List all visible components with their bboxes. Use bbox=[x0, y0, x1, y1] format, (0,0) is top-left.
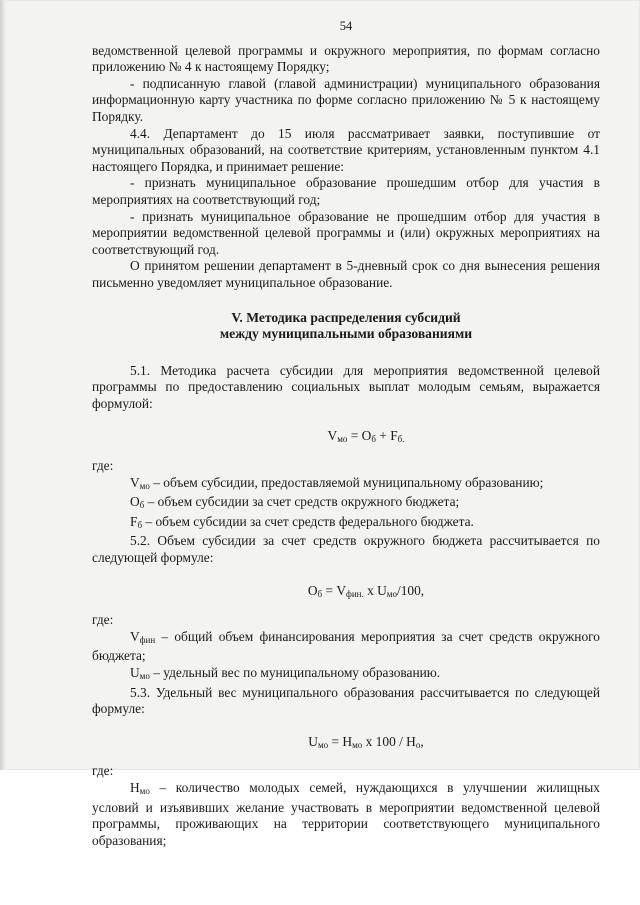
paragraph-passed-selection: - признать муниципальное образование прошедшим отбор для участия в мероприятиях на соответствующий год; bbox=[92, 175, 600, 207]
formula-okrug-budget: $O_б = V_{фин.}$ x $U_{мо}/100$, bbox=[307, 582, 425, 599]
formula-subsidy-total: $V_{мо} = O_б + F_{б.}$ bbox=[327, 428, 405, 445]
definition-h-mo: $H_{мо}$ – количество молодых семей, нуждающихся в улучшении жилищных условий и изъявивших желание участвовать в мероприятии ведомственной целевой программы, проживающих на территории соответствующего муниципального образования; bbox=[92, 779, 600, 848]
paragraph-signed-card: - подписанную главой (главой администрации) муниципального образования информационную карту участника по форме согласно приложению № 5 к настоящему Порядку. bbox=[92, 75, 600, 124]
paragraph-notification: О принятом решении департамент в 5-дневный срок со дня вынесения решения письменно уведомляет муниципальное образование. bbox=[92, 258, 600, 290]
paragraph-5-1: 5.1. Методика расчета субсидии для мероприятия ведомственной целевой программы по предоставлению социальных выплат молодым семьям, выражается формулой: bbox=[92, 362, 600, 411]
where-label-3: где: bbox=[92, 763, 114, 779]
paragraph-5-3: 5.3. Удельный вес муниципального образования рассчитывается по следующей формуле: bbox=[92, 684, 600, 717]
paragraph-4-4: 4.4. Департамент до 15 июля рассматривает заявки, поступившие от муниципальных образований, на соответствие критериям, установленным пунктом 4.1 настоящего Порядка, и принимает решение: bbox=[92, 125, 600, 174]
paragraph-not-passed-selection: - признать муниципальное образование не прошедшим отбор для участия в мероприятии ведомственной целевой программы и (или) окружных мероприятиях на соответствующий год. bbox=[92, 208, 600, 257]
section-heading-line-1: V. Методика распределения субсидий bbox=[231, 309, 461, 325]
definition-v-mo: $V_{мо}$ – объем субсидии, предоставляемой муниципальному образованию; bbox=[130, 474, 544, 491]
definition-f-b: $F_б$ – объем субсидии за счет средств федерального бюджета. bbox=[130, 513, 474, 530]
document-page bbox=[92, 18, 600, 849]
formula1-plus: + bbox=[379, 428, 387, 444]
paragraph-continuation: ведомственной целевой программы и окружного мероприятия, по формам согласно приложению № 4 к настоящему Порядку; bbox=[92, 42, 600, 75]
paragraph-5-2: 5.2. Объем субсидии за счет средств окружного бюджета рассчитывается по следующей формуле: bbox=[92, 533, 600, 566]
formula1-lhs-sub: мо bbox=[337, 434, 348, 445]
formula1-lhs: V bbox=[327, 428, 338, 444]
scan-edge-shadow bbox=[0, 0, 6, 770]
formula1-rhs2: F bbox=[390, 428, 398, 444]
definition-o-b: $O_б$ – объем субсидии за счет средств окружного бюджета; bbox=[130, 494, 460, 511]
formula1-rhs2-sub: б. bbox=[397, 434, 405, 445]
section-heading-line-2: между муниципальными образованиями bbox=[219, 326, 473, 342]
definition-v-fin: $V_{фин}$ – общий объем финансирования мероприятия за счет средств окружного бюджета; bbox=[92, 628, 600, 664]
page-number: 54 bbox=[339, 19, 353, 33]
section-heading bbox=[92, 310, 600, 343]
formula1-rhs1: O bbox=[361, 428, 372, 444]
formula-specific-weight: $U_{мо} = H_{мо}$ x $100 / H_о$, bbox=[308, 733, 424, 750]
where-label-1: где: bbox=[92, 458, 114, 474]
definition-u-mo: $U_{мо}$ – удельный вес по муниципальному образованию. bbox=[130, 665, 441, 681]
where-label-2: где: bbox=[92, 612, 114, 628]
formula1-rhs1-sub: б bbox=[371, 434, 376, 445]
